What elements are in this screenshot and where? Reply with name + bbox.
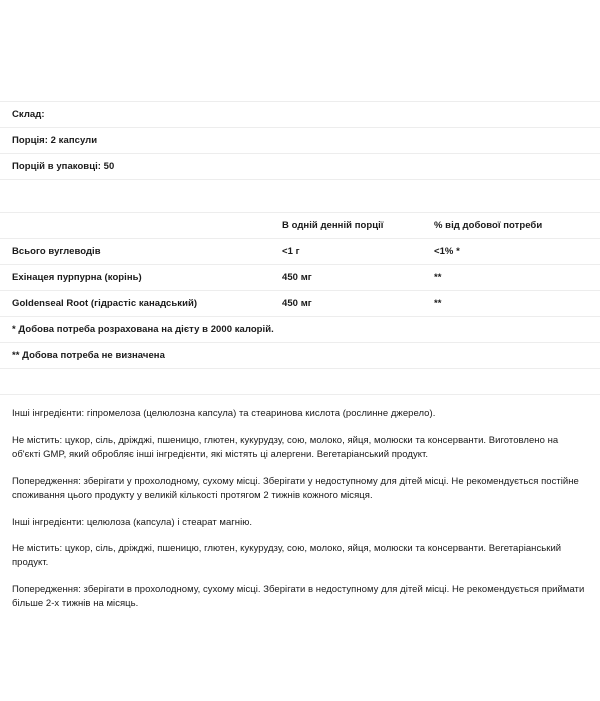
footnote-daily-value-undetermined: ** Добова потреба не визначена	[0, 342, 600, 368]
table-header-row	[0, 212, 600, 238]
nutrition-table	[0, 212, 600, 316]
header-daily-value: % від добової потреби	[434, 219, 543, 231]
summary-row-servings-per-container	[0, 153, 600, 179]
warning-paragraph-2: Попередження: зберігати в прохолодному, сухому місці. Зберігати в недоступному для дітей місці. Не рекомендується приймати більше 2-х тижнів на місяць.	[12, 584, 585, 610]
composition-label: Склад:	[12, 108, 45, 120]
summary-row-composition	[0, 101, 600, 127]
summary-section	[0, 101, 600, 179]
row-ingredient: Всього вуглеводів	[12, 245, 101, 257]
section-gap	[0, 190, 600, 212]
supplement-facts-page	[0, 101, 600, 701]
row-daily-value: **	[434, 271, 442, 283]
other-ingredients-paragraph-2: Інші інгредієнти: целюлоза (капсула) і стеарат магнію.	[12, 516, 253, 528]
row-daily-value: <1% *	[434, 245, 460, 257]
summary-row-serving-size	[0, 127, 600, 153]
table-row	[0, 238, 600, 264]
footnote-daily-value-basis: * Добова потреба розрахована на дієту в 2000 калорій.	[0, 316, 600, 342]
table-row	[0, 264, 600, 290]
header-per-serving: В одній денній порції	[282, 219, 384, 231]
row-daily-value: **	[434, 297, 442, 309]
table-row	[0, 290, 600, 316]
other-ingredients-paragraph-1: Інші інгредієнти: гіпромелоза (целюлозна капсула) та стеаринова кислота (рослинне джерело).	[12, 408, 436, 419]
serving-size-label: Порція: 2 капсули	[12, 134, 98, 146]
summary-table-divider	[0, 179, 600, 190]
row-ingredient: Ехінацея пурпурна (корінь)	[12, 271, 142, 283]
warning-paragraph-1: Попередження: зберігати у прохолодному, сухому місці. Зберігати у недоступному для дітей місці. Не рекомендується постійне споживання цього продукту у великій кількості протягом 2 тижнів кожного місяця.	[12, 475, 579, 501]
description-section	[0, 407, 600, 612]
footnotes-section	[0, 316, 600, 368]
footnotes-bottom-divider	[0, 368, 600, 395]
allergen-free-paragraph-2: Не містить: цукор, сіль, дріжджі, пшеницю, глютен, кукурудзу, сою, молоко, яйця, молюски та консерванти. Вегетаріанський продукт.	[12, 543, 562, 569]
row-per-serving: 450 мг	[282, 297, 312, 309]
row-ingredient: Goldenseal Root (гідрастіс канадський)	[12, 297, 198, 309]
row-per-serving: 450 мг	[282, 271, 312, 283]
servings-per-container-label: Порцій в упаковці: 50	[12, 160, 115, 172]
row-per-serving: <1 г	[282, 245, 300, 257]
allergen-free-paragraph-1: Не містить: цукор, сіль, дріжджі, пшеницю, глютен, кукурудзу, сою, молоко, яйця, молюски та консерванти. Виготовлено на об'єкті GMP, який обробляє інші інгредієнти, які містять ці алергени. Вегетаріанський продукт.	[12, 434, 559, 460]
